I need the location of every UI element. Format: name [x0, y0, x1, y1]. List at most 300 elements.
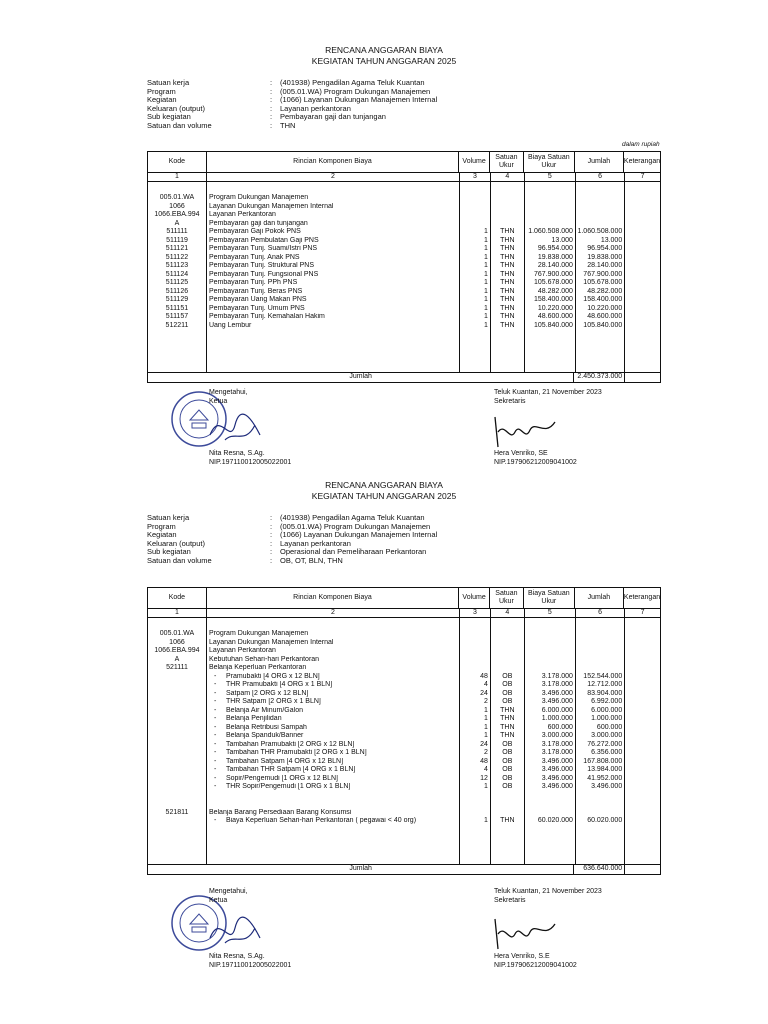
row-unit-cost: 3.496.000 [541, 698, 573, 705]
row-volume [460, 630, 490, 639]
row-unit: THN [500, 279, 515, 286]
row-unit: THN [500, 296, 515, 303]
row-unit-cost [525, 664, 575, 673]
row-amount: 10.220.000 [587, 304, 623, 312]
doc2-budget-table [147, 587, 661, 875]
row-unit-cost: 1.000.000 [541, 715, 573, 722]
row-unit-cost: 3.496.000 [541, 783, 573, 790]
doc1-info-block [147, 79, 547, 130]
row-unit: THN [500, 313, 515, 320]
row-amount [576, 203, 624, 212]
row-volume [460, 647, 490, 656]
doc1-title-line2: KEGIATAN TAHUN ANGGARAN 2025 [311, 56, 457, 66]
row-code [148, 681, 206, 690]
row-description [207, 681, 459, 690]
bullet-dash: - [213, 783, 217, 790]
row-amount: 76.272.000 [587, 740, 623, 748]
row-description: Layanan Dukungan Manajemen Internal [208, 202, 334, 210]
row-code [148, 783, 206, 792]
row-amount: 12.712.000 [587, 681, 623, 688]
row-unit-cost [525, 792, 575, 801]
row-amount [576, 639, 624, 648]
row-amount: 28.140.000 [587, 262, 623, 269]
row-code: 1066.EBA.994 [154, 211, 200, 218]
row-unit-cost: 1.060.508.000 [528, 228, 573, 235]
table-header: Kode Rincian Komponen Biaya Volume Satuan Ukur Biaya Satuan Ukur Jumlah Keterangan [147, 151, 661, 172]
row-code: 511111 [166, 228, 188, 235]
row-volume [460, 211, 490, 220]
column-numbers: 1 2 3 4 5 6 7 [147, 608, 661, 617]
row-unit: THN [500, 270, 515, 278]
row-volume [460, 656, 490, 665]
row-description: Program Dukungan Manajemen [208, 194, 309, 201]
row-unit-cost: 3.178.000 [541, 672, 573, 680]
row-description: Pembayaran Tunj. Beras PNS [208, 287, 303, 295]
row-volume: 4 [484, 766, 488, 773]
row-amount: 83.904.000 [587, 689, 623, 697]
row-description: Program Dukungan Manajemen [208, 630, 309, 637]
row-unit [491, 800, 524, 809]
row-unit: OB [502, 783, 513, 790]
row-unit-cost: 28.140.000 [537, 262, 573, 269]
row-description [207, 690, 459, 699]
row-amount: 767.900.000 [583, 270, 623, 278]
left-signatory: Mengetahui, Ketua Nita Resna, S.Ag. NIP.197110012005022001 [209, 389, 292, 466]
row-amount: 13.000 [600, 236, 623, 244]
row-unit: THN [500, 228, 515, 235]
row-description [207, 792, 459, 801]
row-description: Layanan Perkantoran [208, 211, 276, 218]
total-value: 2.450.373.000 [574, 373, 625, 382]
row-unit-cost: 3.000.000 [541, 732, 573, 739]
bullet-dash: - [213, 706, 217, 714]
row-amount: 6.000.000 [591, 706, 623, 714]
row-code: A [174, 219, 180, 227]
row-code [148, 673, 206, 682]
left-signatory: Mengetahui, Ketua Nita Resna, S.Ag. NIP.197110012005022001 [209, 888, 292, 969]
row-description-text: Belanja Spanduk/Banner [225, 732, 304, 739]
row-unit-cost [525, 630, 575, 639]
row-description [207, 732, 459, 741]
row-unit-cost: 3.496.000 [541, 766, 573, 773]
row-description: Pembayaran Tunj. Umum PNS [208, 304, 305, 312]
row-description [207, 758, 459, 767]
row-unit: THN [500, 817, 515, 824]
row-unit: THN [500, 706, 515, 714]
row-code [148, 724, 206, 733]
row-description: Pembayaran Tunj. Struktural PNS [208, 262, 314, 269]
row-unit-cost [525, 211, 575, 220]
unit-note: dalam rupiah [622, 141, 660, 148]
row-code [148, 732, 206, 741]
row-description-text: THR Sopir/Pengemudi [1 ORG x 1 BLN] [225, 783, 351, 790]
row-code [148, 792, 206, 801]
row-unit-cost: 3.496.000 [541, 774, 573, 782]
row-code: 511122 [165, 253, 189, 261]
row-code [148, 741, 206, 750]
row-unit-cost: 105.840.000 [534, 321, 573, 329]
bullet-dash: - [213, 681, 217, 688]
row-volume [460, 664, 490, 673]
row-description-text: Belanja Air Minum/Galon [225, 706, 303, 714]
row-volume [460, 194, 490, 203]
row-unit-cost: 48.282.000 [537, 287, 573, 295]
row-description [207, 741, 459, 750]
row-unit-cost [525, 800, 575, 809]
row-amount [576, 809, 624, 818]
row-description-text: Pramubakti [4 ORG x 12 BLN] [225, 672, 320, 680]
row-code: 1066 [169, 202, 185, 210]
row-description: Belanja Barang Persediaan Barang Konsumsi [208, 808, 352, 816]
row-volume: 1 [484, 253, 488, 261]
row-amount: 6.356.000 [591, 749, 623, 756]
row-description [207, 698, 459, 707]
row-amount [576, 647, 624, 656]
row-description [207, 766, 459, 775]
row-unit-cost: 3.496.000 [541, 689, 573, 697]
bullet-dash: - [213, 749, 217, 756]
table-body [147, 617, 661, 864]
row-unit-cost: 48.600.000 [537, 313, 573, 320]
row-description: Pembayaran gaji dan tunjangan [208, 219, 308, 227]
row-description-text: THR Satpam [2 ORG x 1 BLN] [225, 698, 321, 705]
row-amount: 13.984.000 [587, 766, 623, 773]
row-unit [491, 792, 524, 801]
info-row: Program : (005.01.WA) Program Dukungan Manajemen [147, 521, 431, 531]
row-description-text: Belanja Retribusi Sampah [225, 723, 307, 731]
row-unit-cost [525, 656, 575, 665]
row-code [148, 698, 206, 707]
bullet-dash: - [213, 715, 217, 722]
row-volume: 1 [484, 279, 488, 286]
total-row [147, 864, 661, 875]
row-unit-cost [525, 647, 575, 656]
info-row: Satuan dan volume : OB, OT, BLN, THN [147, 555, 343, 565]
row-amount: 105.840.000 [583, 321, 623, 329]
info-row: Kegiatan : (1066) Layanan Dukungan Manajemen Internal [147, 530, 438, 539]
row-volume: 1 [484, 715, 488, 722]
row-volume: 1 [484, 270, 488, 278]
info-row: Sub kegiatan : Pembayaran gaji dan tunjangan [147, 112, 386, 121]
info-row: Program : (005.01.WA) Program Dukungan Manajemen [147, 86, 431, 96]
row-description-text: Tambahan THR Pramubakti [2 ORG x 1 BLN] [225, 749, 367, 756]
row-unit-cost: 3.496.000 [541, 757, 573, 765]
row-unit [491, 211, 524, 220]
row-unit-cost [525, 639, 575, 648]
row-code: 511121 [165, 245, 189, 252]
row-description-text: Satpam [2 ORG x 12 BLN] [225, 689, 309, 697]
row-amount: 3.000.000 [591, 732, 623, 739]
row-unit: OB [502, 672, 513, 680]
row-volume [460, 203, 490, 212]
info-row: Satuan dan volume : THN [147, 120, 296, 130]
row-volume: 1 [484, 304, 488, 312]
row-unit: OB [502, 749, 513, 756]
row-amount [576, 664, 624, 673]
row-unit-cost [525, 809, 575, 818]
row-code: 511129 [165, 296, 189, 303]
row-amount [576, 211, 624, 220]
row-volume: 1 [484, 287, 488, 295]
info-row: Keluaran (output) : Layanan perkantoran [147, 103, 351, 113]
row-volume: 1 [484, 817, 488, 824]
table-body [147, 181, 661, 372]
row-description [207, 783, 459, 792]
doc2-title-line2: KEGIATAN TAHUN ANGGARAN 2025 [311, 491, 457, 501]
row-description: Pembayaran Tunj. PPh PNS [208, 279, 298, 286]
row-volume: 1 [484, 723, 488, 731]
row-code [148, 715, 206, 724]
row-description [207, 707, 459, 716]
total-value: 636.640.000 [574, 865, 625, 874]
row-description-text: THR Pramubakti [4 ORG x 1 BLN] [225, 681, 333, 688]
total-label: Jumlah [148, 373, 574, 382]
row-unit: OB [502, 757, 513, 765]
row-volume: 48 [480, 757, 488, 765]
column-numbers: 1 2 3 4 5 6 7 [147, 172, 661, 181]
row-code: 511157 [165, 313, 189, 320]
row-unit [491, 809, 524, 818]
row-unit: OB [502, 766, 513, 773]
row-code: 521111 [166, 664, 188, 671]
total-label: Jumlah [148, 865, 574, 874]
row-description-text: Tambahan Satpam [4 ORG x 12 BLN] [225, 757, 344, 765]
info-row: Kegiatan : (1066) Layanan Dukungan Manajemen Internal [147, 95, 438, 104]
row-unit: OB [502, 689, 513, 697]
info-row: Satuan kerja : (401938) Pengadilan Agama Teluk Kuantan [147, 513, 425, 522]
row-unit-cost: 105.678.000 [534, 279, 573, 286]
row-description [207, 749, 459, 758]
row-description [207, 673, 459, 682]
info-row: Satuan kerja : (401938) Pengadilan Agama Teluk Kuantan [147, 78, 425, 87]
row-description-text: Biaya Keperluan Sehari-hari Perkantoran ( pegawai < 40 org) [225, 817, 417, 824]
row-amount: 48.600.000 [587, 313, 623, 320]
row-code: 005.01.WA [159, 194, 195, 201]
row-code: 521811 [165, 808, 189, 816]
row-unit: THN [500, 715, 515, 722]
row-unit: THN [500, 287, 515, 295]
row-description: Pembayaran Gaji Pokok PNS [208, 228, 301, 235]
row-volume: 1 [484, 321, 488, 329]
row-volume: 2 [484, 698, 488, 705]
row-volume: 1 [484, 228, 488, 235]
row-code [148, 749, 206, 758]
row-volume [460, 792, 490, 801]
doc1-title-line1: RENCANA ANGGARAN BIAYA [325, 45, 443, 55]
row-description-text: Tambahan Pramubakti [2 ORG x 12 BLN] [225, 740, 355, 748]
row-code [148, 817, 206, 826]
row-description [207, 817, 459, 826]
row-description [207, 715, 459, 724]
bullet-dash: - [213, 672, 217, 680]
row-description-text: Sopir/Pengemudi [1 ORG x 12 BLN] [225, 774, 338, 782]
row-code: A [174, 655, 180, 663]
bullet-dash: - [213, 689, 217, 697]
row-code: 511125 [165, 279, 189, 286]
row-unit [491, 656, 524, 665]
row-amount: 96.954.000 [587, 245, 623, 252]
row-amount: 6.992.000 [591, 698, 623, 705]
row-amount: 60.020.000 [587, 817, 623, 824]
row-volume: 1 [484, 783, 488, 790]
row-description: Belanja Keperluan Perkantoran [208, 664, 307, 671]
row-volume: 4 [484, 681, 488, 688]
row-code [148, 766, 206, 775]
row-unit-cost: 3.178.000 [541, 681, 573, 688]
row-volume: 1 [484, 245, 488, 252]
row-volume [460, 220, 490, 229]
row-volume [460, 639, 490, 648]
bullet-dash: - [213, 757, 217, 765]
row-code: 512211 [165, 321, 189, 329]
row-volume [460, 809, 490, 818]
row-amount: 1.060.508.000 [577, 228, 623, 235]
row-code [148, 690, 206, 699]
row-description: Pembayaran Pembulatan Gaji PNS [208, 236, 319, 244]
row-description-text: Belanja Penjilidan [225, 715, 282, 722]
row-amount: 600.000 [596, 723, 623, 731]
row-description [207, 775, 459, 784]
row-unit: THN [500, 732, 515, 739]
row-description: Layanan Dukungan Manajemen Internal [208, 638, 334, 646]
right-signatory: Teluk Kuantan, 21 November 2023 Sekretaris Hera Venriko, S.E NIP.197906212009041002 [494, 888, 602, 969]
row-amount [576, 656, 624, 665]
row-volume: 1 [484, 732, 488, 739]
row-code [148, 758, 206, 767]
row-unit: THN [500, 245, 515, 252]
bullet-dash: - [213, 723, 217, 731]
info-row: Keluaran (output) : Layanan perkantoran [147, 538, 351, 548]
row-unit [491, 639, 524, 648]
row-volume: 1 [484, 313, 488, 320]
row-description: Pembayaran Uang Makan PNS [208, 296, 307, 303]
row-amount [576, 220, 624, 229]
row-description-text: Tambahan THR Satpam [4 ORG x 1 BLN] [225, 766, 356, 773]
row-amount: 19.838.000 [587, 253, 623, 261]
row-volume: 2 [484, 749, 488, 756]
row-unit-cost: 10.220.000 [537, 304, 573, 312]
row-code [148, 800, 206, 809]
bullet-dash: - [213, 698, 217, 705]
row-volume: 48 [480, 672, 488, 680]
bullet-dash: - [213, 740, 217, 748]
doc2-title [0, 480, 768, 502]
row-unit-cost: 767.900.000 [534, 270, 573, 278]
info-row: Sub kegiatan : Operasional dan Pemeliharaan Perkantoran [147, 547, 427, 556]
doc1-title [0, 45, 768, 67]
row-unit-cost: 158.400.000 [534, 296, 573, 303]
row-unit: THN [500, 236, 515, 244]
row-unit-cost: 19.838.000 [537, 253, 573, 261]
row-unit-cost: 3.178.000 [541, 740, 573, 748]
row-volume: 1 [484, 296, 488, 303]
row-description: Pembayaran Tunj. Anak PNS [208, 253, 300, 261]
row-unit: OB [502, 698, 513, 705]
total-row [147, 372, 661, 383]
row-volume: 24 [480, 689, 488, 697]
right-signatory: Teluk Kuantan, 21 November 2023 Sekretaris Hera Venriko, SE NIP.197906212009041002 [494, 389, 602, 466]
row-unit: OB [502, 774, 513, 782]
bullet-dash: - [213, 766, 217, 773]
row-amount: 3.496.000 [591, 783, 623, 790]
doc1-budget-table [147, 151, 661, 383]
row-code: 511151 [165, 304, 189, 312]
row-amount: 167.808.000 [583, 757, 623, 765]
row-unit: THN [500, 723, 515, 731]
bullet-dash: - [213, 732, 217, 739]
row-description: Uang Lembur [208, 321, 252, 329]
bullet-dash: - [213, 817, 217, 824]
row-unit: THN [500, 253, 515, 261]
row-amount: 1.000.000 [591, 715, 623, 722]
row-unit-cost [525, 203, 575, 212]
row-unit [491, 194, 524, 203]
row-description [207, 724, 459, 733]
row-unit-cost: 600.000 [547, 723, 573, 731]
row-description: Pembayaran Tunj. Fungsional PNS [208, 270, 319, 278]
row-unit: THN [500, 262, 515, 269]
row-unit [491, 220, 524, 229]
row-amount [576, 194, 624, 203]
row-amount: 41.952.000 [587, 774, 623, 782]
row-description: Layanan Perkantoran [208, 647, 276, 654]
row-volume: 1 [484, 706, 488, 714]
table-header: Kode Rincian Komponen Biaya Volume Satuan Ukur Biaya Satuan Ukur Jumlah Keterangan [147, 587, 661, 608]
row-amount: 48.282.000 [587, 287, 623, 295]
row-unit [491, 664, 524, 673]
row-amount [576, 800, 624, 809]
row-code: 005.01.WA [159, 630, 195, 637]
row-code: 511126 [165, 287, 189, 295]
row-unit-cost: 13.000 [551, 236, 573, 244]
row-unit: OB [502, 681, 513, 688]
row-unit-cost [525, 194, 575, 203]
row-volume: 1 [484, 262, 488, 269]
row-unit-cost: 6.000.000 [541, 706, 573, 714]
row-description [207, 800, 459, 809]
row-code: 511123 [165, 262, 189, 269]
row-unit [491, 203, 524, 212]
row-amount: 105.678.000 [583, 279, 623, 286]
row-volume: 12 [480, 774, 488, 782]
row-volume: 24 [480, 740, 488, 748]
row-unit [491, 647, 524, 656]
row-description: Pembayaran Tunj. Kemahalan Hakim [208, 313, 325, 320]
row-description: Kebutuhan Sehari-hari Perkantoran [208, 655, 320, 663]
row-code: 1066 [169, 638, 185, 646]
row-description: Pembayaran Tunj. Suami/Istri PNS [208, 245, 318, 252]
bullet-dash: - [213, 774, 217, 782]
row-amount [576, 630, 624, 639]
row-volume: 1 [484, 236, 488, 244]
doc2-info-block [147, 514, 547, 565]
row-amount: 158.400.000 [583, 296, 623, 303]
row-unit: OB [502, 740, 513, 748]
row-unit-cost [525, 220, 575, 229]
row-unit-cost: 96.954.000 [537, 245, 573, 252]
row-volume [460, 800, 490, 809]
row-unit: THN [500, 321, 515, 329]
row-unit [491, 630, 524, 639]
row-code [148, 707, 206, 716]
row-unit-cost: 60.020.000 [537, 817, 573, 824]
row-code [148, 775, 206, 784]
doc2-title-line1: RENCANA ANGGARAN BIAYA [325, 480, 443, 490]
row-unit-cost: 3.178.000 [541, 749, 573, 756]
row-code: 511124 [165, 270, 189, 278]
row-code: 1066.EBA.994 [154, 647, 200, 654]
row-code: 511119 [166, 236, 188, 244]
